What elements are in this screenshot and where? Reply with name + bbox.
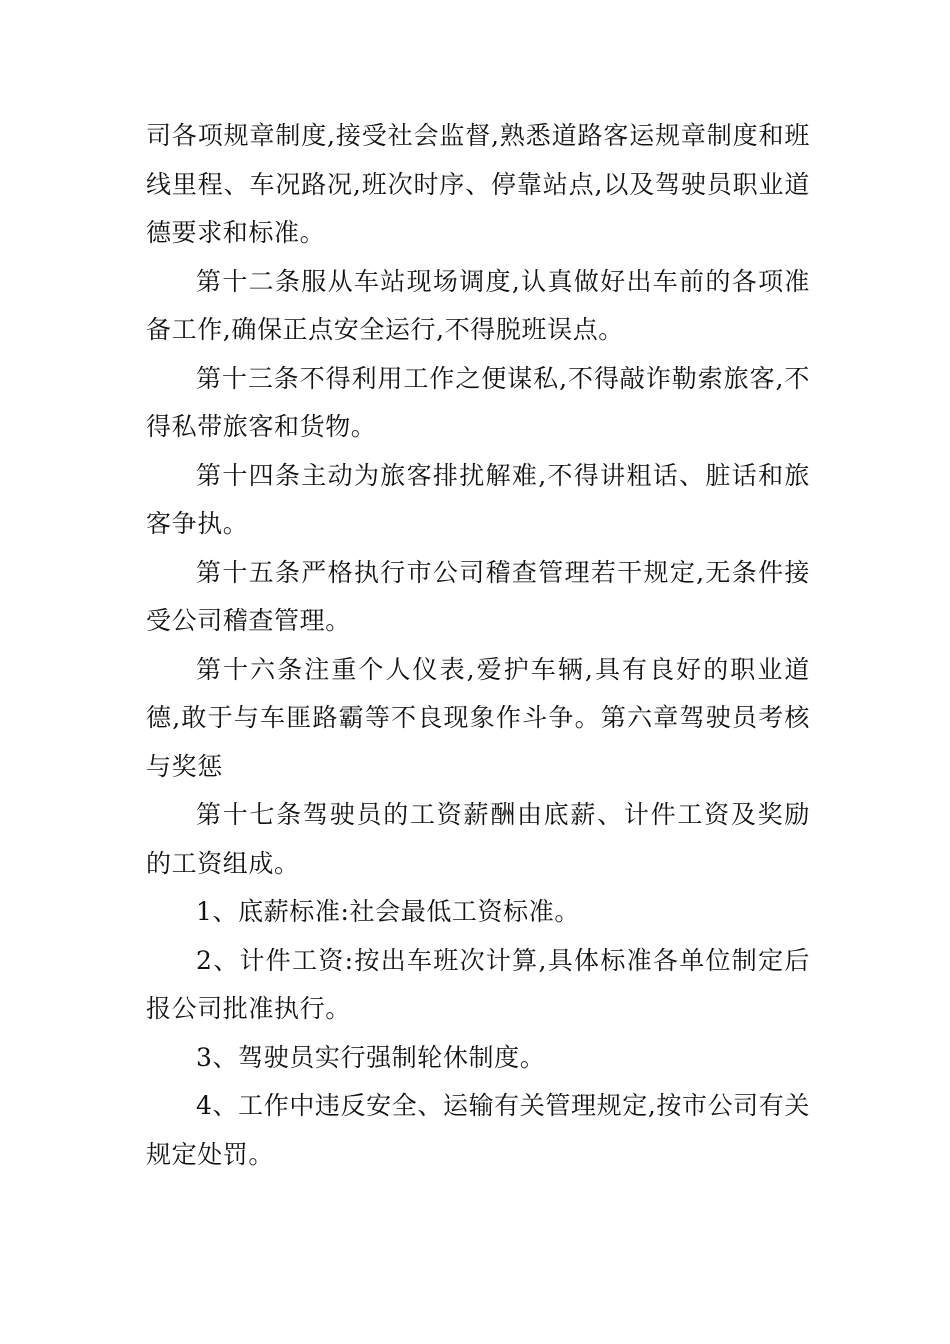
paragraph-article-12: 第十二条服从车站现场调度,认真做好出车前的各项准备工作,确保正点安全运行,不得脱班误点。 [146,266,810,344]
paragraph-article-15: 第十五条严格执行市公司稽查管理若干规定,无条件接受公司稽查管理。 [146,557,810,635]
list-item-2: 2、计件工资:按出车班次计算,具体标准各单位制定后报公司批准执行。 [146,945,810,1023]
list-item-3: 3、驾驶员实行强制轮休制度。 [196,1042,546,1072]
paragraph: 司各项规章制度,接受社会监督,熟悉道路客运规章制度和班线里程、车况路况,班次时序、停靠站点,以及驾驶员职业道德要求和标准。 [146,121,810,247]
paragraph-article-14: 第十四条主动为旅客排扰解难,不得讲粗话、脏话和旅客争执。 [146,460,810,538]
list-item-1: 1、底薪标准:社会最低工资标准。 [196,897,580,926]
paragraph-article-13: 第十三条不得利用工作之便谋私,不得敲诈勒索旅客,不得私带旅客和货物。 [146,363,810,441]
list-item-4: 4、工作中违反安全、运输有关管理规定,按市公司有关规定处罚。 [146,1091,810,1169]
paragraph-article-16: 第十六条注重个人仪表,爱护车辆,具有良好的职业道德,敢于与车匪路霸等不良现象作斗争。第六章驾驶员考核与奖惩 [146,654,810,781]
document-body [146,112,810,1179]
paragraph-article-17: 第十七条驾驶员的工资薪酬由底薪、计件工资及奖励的工资组成。 [146,800,810,878]
